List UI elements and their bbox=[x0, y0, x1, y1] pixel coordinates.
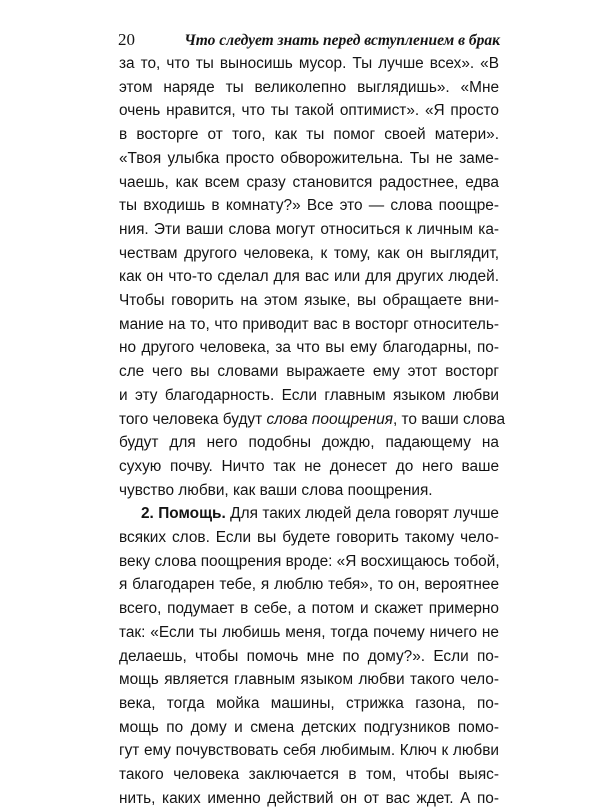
text-segment: того человека будут bbox=[119, 410, 267, 428]
text-line: ты входишь в комнату?» Все это — слова поощре- bbox=[119, 197, 499, 215]
text-line: и эту благодарность. Если главным языком любви bbox=[119, 386, 499, 404]
text-line: всего, подумает в себе, а потом и скажет примерно bbox=[119, 600, 499, 618]
text-line: делаешь, чтобы помочь мне по дому?». Если по- bbox=[119, 647, 499, 665]
section-heading: 2. Помощь. bbox=[141, 505, 226, 523]
text-line: нить, каких именно действий он от вас ждет. А по- bbox=[119, 789, 499, 807]
page-number: 20 bbox=[118, 30, 135, 49]
text-line: ния. Эти ваши слова могут относиться к личным ка- bbox=[119, 220, 499, 238]
text-line: сухую почву. Ничто так не донесет до него ваше bbox=[119, 457, 499, 475]
text-line: мание на то, что приводит вас в восторг относитель- bbox=[119, 315, 499, 333]
text-line: как он что-то сделал для вас или для других людей. bbox=[119, 268, 499, 286]
text-line: веку слова поощрения вроде: «Я восхищаюсь тобой, bbox=[119, 552, 500, 570]
text-line: такого человека заключается в том, чтобы выяс- bbox=[119, 766, 499, 784]
text-line: чувство любви, как ваши слова поощрения. bbox=[119, 481, 433, 499]
text-line: Чтобы говорить на этом языке, вы обращаете вни- bbox=[119, 292, 499, 310]
text-line: но другого человека, за что вы ему благодарны, по- bbox=[119, 339, 499, 357]
text-line: за то, что ты выносишь мусор. Ты лучше всех». «В bbox=[119, 55, 499, 72]
text-line: очень нравится, что ты такой оптимист». «Я просто bbox=[119, 102, 499, 120]
text-line: века, тогда мойка машины, стрижка газона, по- bbox=[119, 694, 499, 712]
text-segment: Для таких людей дела говорят лучше bbox=[225, 505, 499, 523]
body-text bbox=[119, 52, 506, 811]
text-line: мощь по дому и смена детских подгузников помо- bbox=[119, 718, 499, 736]
running-title: Что следует знать перед вступлением в брак bbox=[184, 32, 500, 49]
text-line: чаешь, как всем сразу становится радостнее, едва bbox=[119, 173, 499, 191]
text-line bbox=[119, 408, 506, 432]
text-line: будут для него подобны дождю, падающему на bbox=[119, 434, 499, 452]
text-line: «Твоя улыбка просто обворожительна. Ты не заме- bbox=[119, 149, 499, 167]
emphasized-term: слова поощрения bbox=[266, 410, 393, 428]
page-header bbox=[118, 30, 500, 54]
text-line: я благодарен тебе, я люблю тебя», то он, вероятнее bbox=[119, 576, 499, 594]
text-line: всяких слов. Если вы будете говорить такому чело- bbox=[119, 529, 499, 547]
text-segment: , то ваши слова bbox=[393, 410, 506, 428]
text-line: чествам другого человека, к тому, как он выглядит, bbox=[119, 244, 499, 262]
text-line: в восторге от того, как ты помог своей матери». bbox=[119, 126, 499, 144]
text-line: так: «Если ты любишь меня, тогда почему ничего не bbox=[119, 623, 499, 641]
text-line bbox=[119, 502, 499, 526]
text-line: гут ему почувствовать себя любимым. Ключ к любви bbox=[119, 742, 499, 760]
text-line: сле чего вы словами выражаете ему этот восторг bbox=[119, 363, 499, 381]
text-line: мощь является главным языком любви такого чело- bbox=[119, 671, 499, 689]
text-line: этом наряде ты великолепно выглядишь». «Мне bbox=[119, 78, 499, 96]
